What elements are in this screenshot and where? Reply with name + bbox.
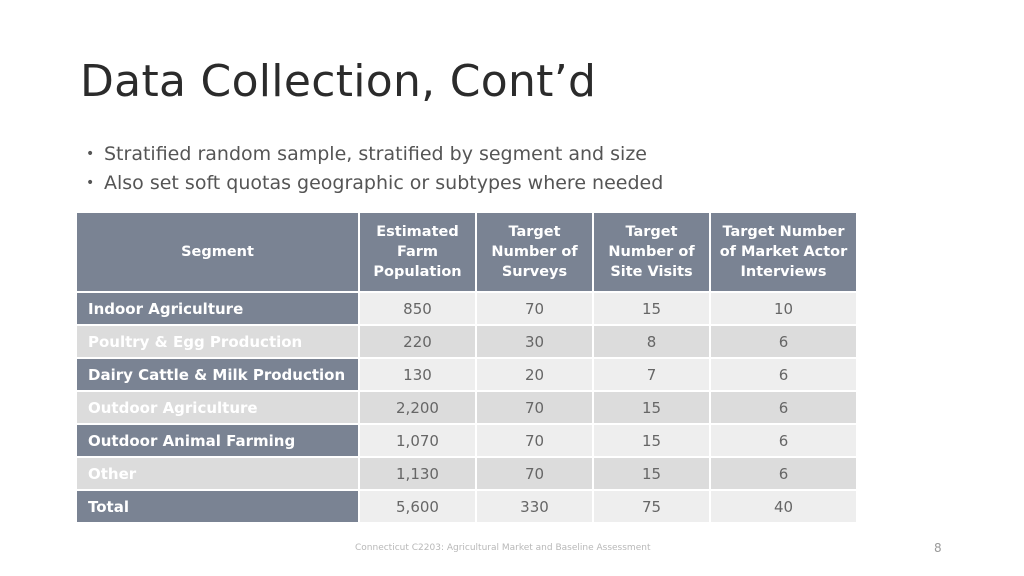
table-cell: 70 xyxy=(477,458,592,489)
slide-title: Data Collection, Cont’d xyxy=(80,56,597,107)
data-collection-table xyxy=(75,211,858,524)
slide-footer: Connecticut C2203: Agricultural Market and Baseline Assessment xyxy=(355,543,651,553)
table-cell: 70 xyxy=(477,392,592,423)
segment-cell: Dairy Cattle & Milk Production xyxy=(77,359,358,390)
table-cell: 6 xyxy=(711,326,856,357)
table-row xyxy=(77,326,856,357)
table-cell: 850 xyxy=(360,293,475,324)
header-target-site-visits: Target Number of Site Visits xyxy=(594,213,709,291)
table-cell: 330 xyxy=(477,491,592,522)
table-header-row xyxy=(77,213,856,291)
bullet-dot: • xyxy=(86,146,95,162)
bullet-item xyxy=(86,141,663,170)
segment-cell: Total xyxy=(77,491,358,522)
segment-cell: Poultry & Egg Production xyxy=(77,326,358,357)
table-cell: 15 xyxy=(594,458,709,489)
table-cell: 6 xyxy=(711,359,856,390)
segment-cell: Outdoor Agriculture xyxy=(77,392,358,423)
table-cell: 70 xyxy=(477,293,592,324)
table-cell: 30 xyxy=(477,326,592,357)
page-number: 8 xyxy=(934,541,942,555)
table-cell: 20 xyxy=(477,359,592,390)
table-row xyxy=(77,425,856,456)
header-target-market-actor-interviews: Target Number of Market Actor Interviews xyxy=(711,213,856,291)
table-row xyxy=(77,293,856,324)
table-row xyxy=(77,392,856,423)
bullet-dot: • xyxy=(86,175,95,191)
table-cell: 130 xyxy=(360,359,475,390)
table-cell: 220 xyxy=(360,326,475,357)
bullet-text: Also set soft quotas geographic or subtypes where needed xyxy=(104,172,664,194)
table-cell: 1,070 xyxy=(360,425,475,456)
segment-cell: Outdoor Animal Farming xyxy=(77,425,358,456)
segment-cell: Other xyxy=(77,458,358,489)
table-row xyxy=(77,359,856,390)
table-cell: 70 xyxy=(477,425,592,456)
table-cell: 10 xyxy=(711,293,856,324)
table-cell: 15 xyxy=(594,392,709,423)
table-cell: 15 xyxy=(594,293,709,324)
table-row xyxy=(77,458,856,489)
bullet-item xyxy=(86,170,663,199)
table-cell: 75 xyxy=(594,491,709,522)
header-segment: Segment xyxy=(77,213,358,291)
table-cell: 8 xyxy=(594,326,709,357)
header-target-surveys: Target Number of Surveys xyxy=(477,213,592,291)
table-cell: 1,130 xyxy=(360,458,475,489)
bullet-text: Stratified random sample, stratified by segment and size xyxy=(104,143,647,165)
table-cell: 6 xyxy=(711,458,856,489)
table-cell: 7 xyxy=(594,359,709,390)
table-cell: 6 xyxy=(711,425,856,456)
table-cell: 40 xyxy=(711,491,856,522)
table-cell: 2,200 xyxy=(360,392,475,423)
segment-cell: Indoor Agriculture xyxy=(77,293,358,324)
table-cell: 15 xyxy=(594,425,709,456)
table-cell: 5,600 xyxy=(360,491,475,522)
header-estimated-farm-population: Estimated Farm Population xyxy=(360,213,475,291)
bullet-list xyxy=(86,141,663,199)
table-cell: 6 xyxy=(711,392,856,423)
table-total-row xyxy=(77,491,856,522)
